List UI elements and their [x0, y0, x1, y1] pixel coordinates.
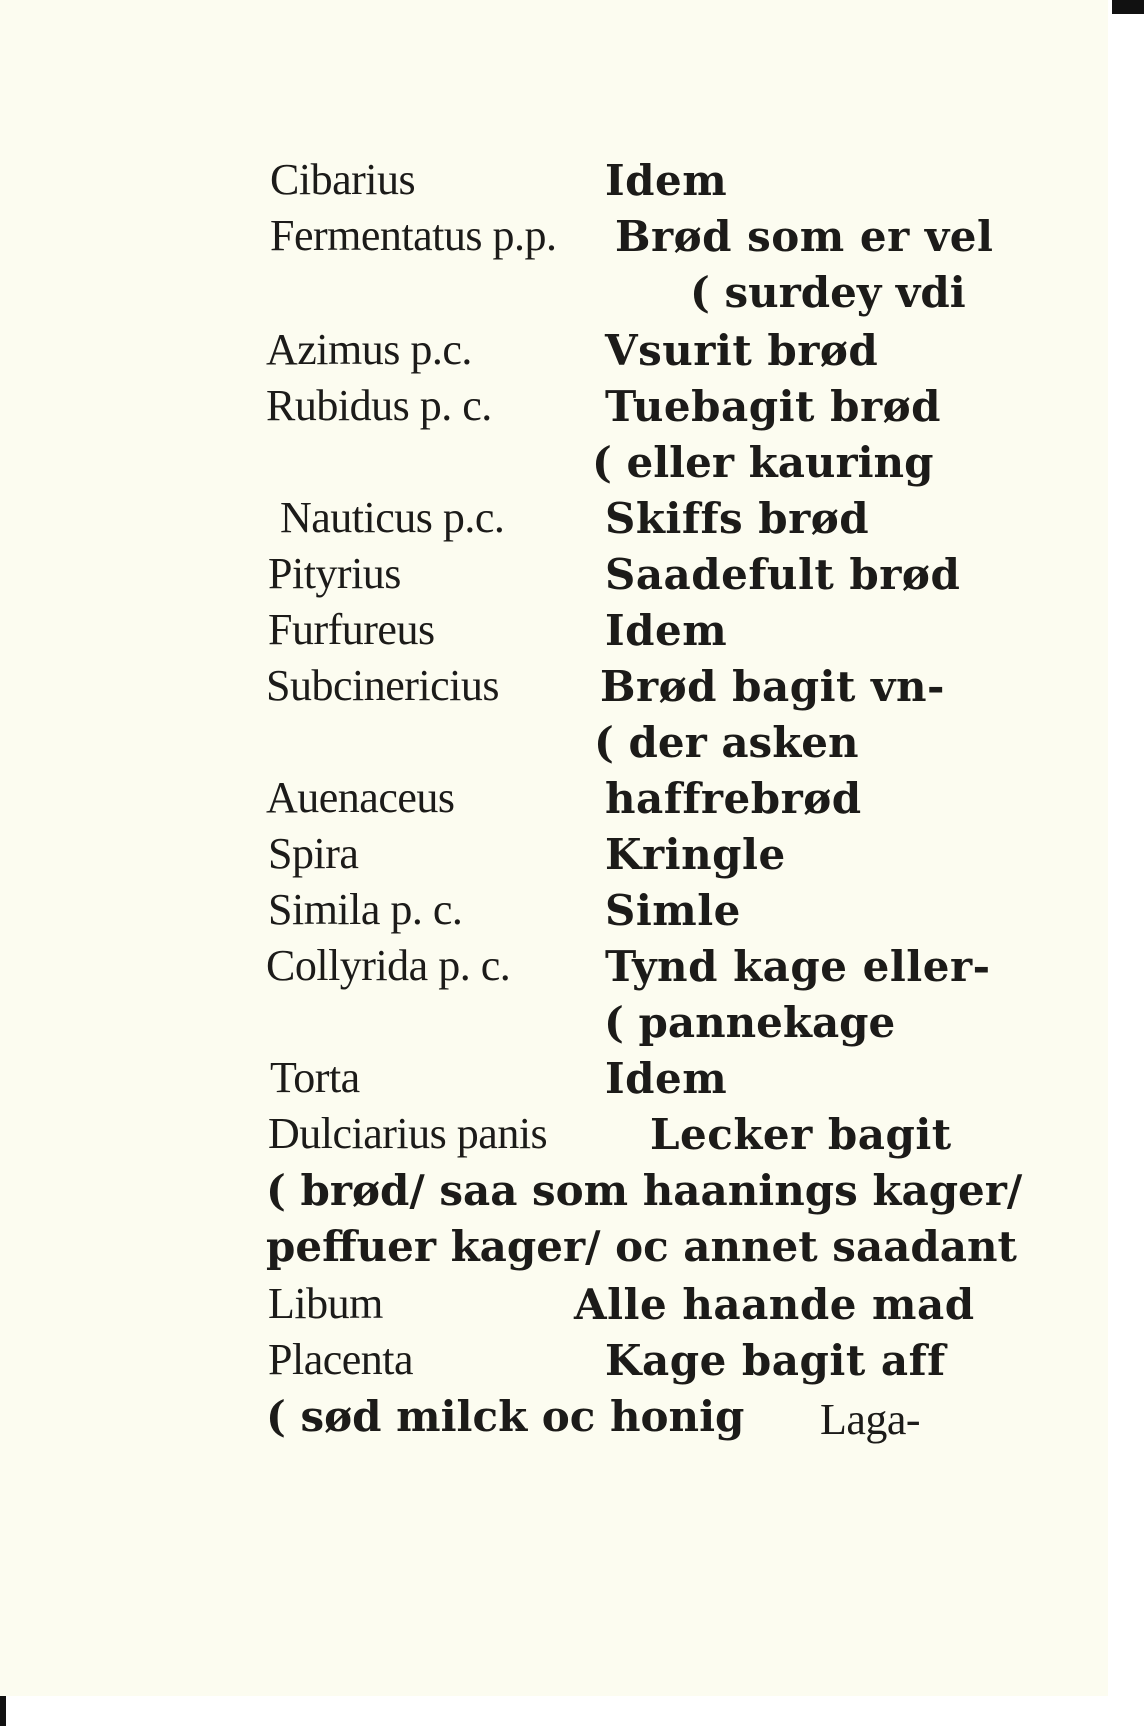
danish-gloss: Kringle — [605, 830, 786, 879]
latin-term: Auenaceus — [266, 773, 455, 822]
gloss-continuation: ( eller kauring — [592, 438, 934, 487]
danish-gloss: Simle — [605, 886, 741, 935]
danish-gloss: Idem — [605, 1054, 728, 1103]
latin-term: Pityrius — [268, 549, 401, 598]
scan-edge-mark — [0, 1696, 6, 1726]
danish-gloss: Vsurit brød — [605, 326, 879, 375]
danish-gloss: Kage bagit aff — [605, 1336, 946, 1385]
latin-term: Furfureus — [268, 605, 435, 654]
latin-term: Spira — [268, 829, 359, 878]
danish-gloss: Brød som er vel — [615, 212, 994, 261]
danish-gloss: Alle haande mad — [574, 1280, 975, 1329]
gloss-continuation: ( pannekage — [604, 998, 896, 1047]
latin-term: Collyrida p. c. — [266, 941, 511, 990]
gloss-continuation: ( brød/ saa som haanings kager/ — [266, 1166, 1023, 1215]
danish-gloss: Idem — [605, 606, 728, 655]
danish-gloss: Saadefult brød — [605, 550, 961, 599]
gloss-continuation: ( der asken — [594, 718, 859, 767]
gloss-continuation: peffuer kager/ oc annet saadant — [266, 1222, 1017, 1271]
danish-gloss: Skiffs brød — [605, 494, 870, 543]
latin-term: Torta — [270, 1053, 360, 1102]
latin-term: Cibarius — [270, 155, 416, 204]
danish-gloss: Tynd kage eller- — [605, 942, 991, 991]
latin-term: Rubidus p. c. — [266, 381, 492, 430]
latin-term: Placenta — [268, 1335, 414, 1384]
danish-gloss: Idem — [605, 156, 728, 205]
danish-gloss: haffrebrød — [605, 774, 862, 823]
latin-term: Azimus p.c. — [266, 325, 472, 374]
danish-gloss: Tuebagit brød — [605, 382, 941, 431]
latin-term: Dulciarius panis — [268, 1109, 548, 1158]
latin-term: Fermentatus p.p. — [270, 211, 557, 260]
danish-gloss: Lecker bagit — [650, 1110, 952, 1159]
catchword: Laga- — [820, 1395, 921, 1444]
latin-term: Simila p. c. — [268, 885, 463, 934]
gloss-continuation: ( sød milck oc honig — [266, 1392, 745, 1441]
latin-term: Subcinericius — [266, 661, 500, 710]
scan-edge-mark — [1112, 0, 1144, 14]
latin-term: Nauticus p.c. — [280, 493, 505, 542]
gloss-continuation: ( surdey vdi — [690, 268, 966, 317]
latin-term: Libum — [268, 1279, 383, 1328]
danish-gloss: Brød bagit vn- — [600, 662, 945, 711]
